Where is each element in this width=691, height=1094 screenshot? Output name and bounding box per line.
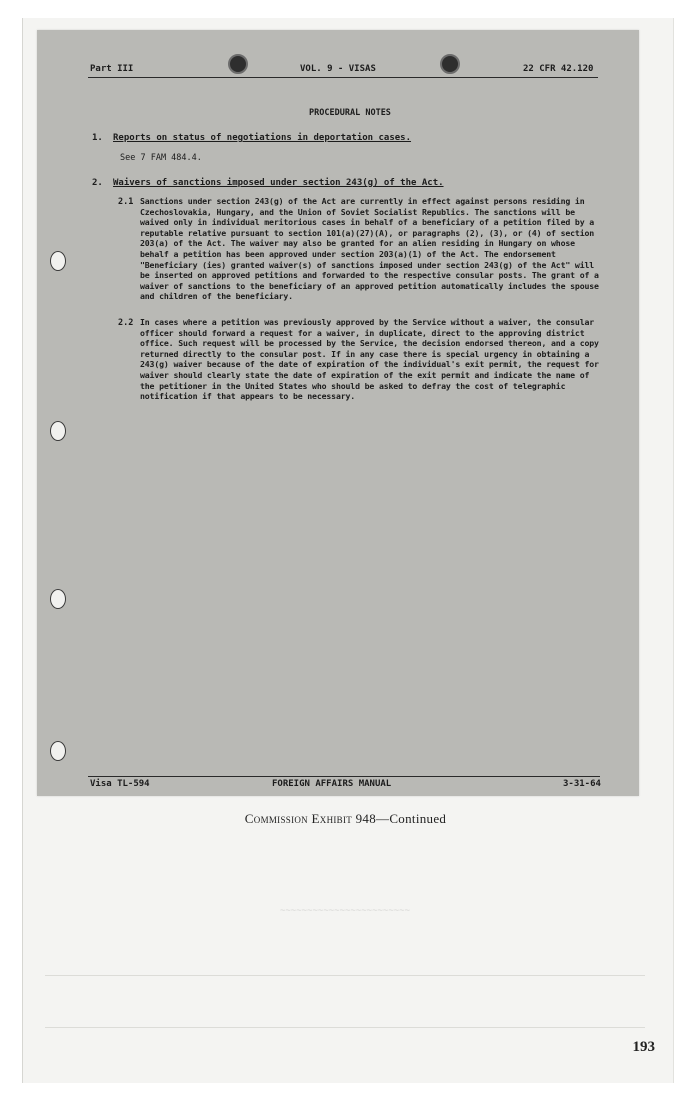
footer-rule bbox=[88, 776, 600, 777]
item-number: 1. bbox=[92, 133, 103, 143]
header-cfr: 22 CFR 42.120 bbox=[523, 64, 594, 74]
divider bbox=[45, 975, 645, 976]
footer-date: 3-31-64 bbox=[563, 779, 601, 789]
item-number: 2. bbox=[92, 178, 103, 188]
scanned-document-sheet bbox=[37, 30, 639, 796]
caption-prefix: Commission Exhibit bbox=[244, 811, 353, 826]
footer-manual-title: FOREIGN AFFAIRS MANUAL bbox=[272, 779, 392, 789]
caption-suffix: —Continued bbox=[376, 811, 447, 826]
exhibit-caption bbox=[0, 811, 691, 827]
header-part: Part III bbox=[90, 64, 134, 74]
page-number: 193 bbox=[632, 1039, 655, 1055]
punch-circle-icon bbox=[440, 54, 460, 74]
page-heading: PROCEDURAL NOTES bbox=[309, 108, 391, 118]
item-title: Reports on status of negotiations in deportation cases. bbox=[113, 133, 412, 143]
header-rule bbox=[88, 77, 598, 78]
punch-circle-icon bbox=[228, 54, 248, 74]
binder-hole-icon bbox=[50, 589, 66, 609]
footer-transmittal: Visa TL-594 bbox=[90, 779, 150, 789]
subitem-number: 2.2 bbox=[118, 318, 134, 328]
binder-hole-icon bbox=[50, 421, 66, 441]
binder-hole-icon bbox=[50, 251, 66, 271]
show-through-text: ~~~~~~~~~~~~~~~~~~~~~~~~ bbox=[279, 906, 411, 916]
binder-hole-icon bbox=[50, 741, 66, 761]
divider bbox=[45, 1027, 645, 1028]
subitem-number: 2.1 bbox=[118, 197, 134, 207]
caption-number: 948 bbox=[355, 811, 377, 826]
item-reference: See 7 FAM 484.4. bbox=[120, 153, 202, 163]
subitem-paragraph: In cases where a petition was previously approved by the Service without a waiver, the consular officer should forward a request for a waiver, in duplicate, direct to the approving district office. Such request will be processed by the Service, the decision endorsed thereon, and a copy returned directly to the consular post. If in any case there is special urgency in obtaining a 243(g) waiver because of the date of expiration of the individual's exit permit, the request for waiver should clearly state the date of expiration of the exit permit and indicate the name of the petitioner in the United States who should be asked to defray the cost of telegraphic notification if that appears to be necessary. bbox=[140, 317, 599, 402]
subitem-paragraph: Sanctions under section 243(g) of the Act are currently in effect against persons residing in Czechoslovakia, Hungary, and the Union of Soviet Socialist Republics. The sanctions will be waived only in individual meritorious cases in behalf of a beneficiary of a petition filed by a reputable relative pursuant to section 101(a)(27)(A), or paragraphs (2), (3), or (4) of section 203(a) of the Act. The waiver may also be granted for an alien residing in Hungary on whose behalf a petition has been approved under section 203(a)(1) of the Act. The endorsement "Beneficiary (ies) granted waiver(s) of sanctions imposed under section 243(g) of the Act" will be inserted on approved petitions and forwarded to the respective consular posts. The grant of a waiver of sanctions to the beneficiary of an approved petition automatically includes the spouse and children of the beneficiary. bbox=[140, 196, 599, 302]
header-volume: VOL. 9 - VISAS bbox=[300, 64, 376, 74]
item-title: Waivers of sanctions imposed under section 243(g) of the Act. bbox=[113, 178, 444, 188]
